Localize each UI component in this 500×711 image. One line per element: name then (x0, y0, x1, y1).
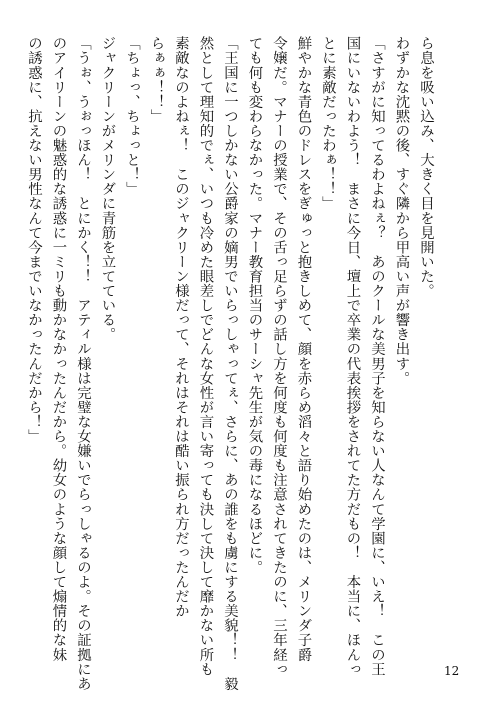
text-line: 「さすがに知ってるわよねぇ？ あのクールな美男子を知らない人なんて学園に、いえ！ この王 (369, 36, 385, 677)
text-line: 鮮やかな青色のドレスをぎゅっと抱きしめて、顔を赤らめ滔々と語り始めたのは、メリンダ子爵 (295, 36, 312, 662)
text-line: らぁぁ！！」 (148, 36, 165, 124)
text-line: 「うぉ、うぉっほん！ とにかく！！ アティル様は完璧な女嫌いでらっしゃるのよ。その証拠にあ (75, 36, 91, 691)
text-line: 「ちょっ、ちょっと！」 (124, 36, 140, 197)
text-line: 「王国に一つしかない公爵家の嫡男でいらっしゃってぇ、さらに、あの誰をも虜にする美貌！！ 毅 (222, 36, 238, 691)
page-number: 12 (444, 664, 460, 678)
text-line: 国にいないわよう！ まさに今日、壇上で卒業の代表挨拶をされてた方だもの！ 本当に、ほんっ (344, 36, 361, 677)
text-line: 令嬢だ。マナーの授業で、その舌っ足らずの話し方を何度も何度も注意されてきたのに、三年経っ (271, 36, 287, 677)
text-line: ジャクリーンがメリンダに青筋を立てている。 (99, 36, 116, 342)
text-line: 素敵なのよねぇ！ このジャクリーン様だって、それはそれは酷い振られ方だったんだか (173, 36, 189, 618)
text-line: ら息を吸い込み、大きく目を見開いた。 (418, 36, 434, 298)
text-line: のアイリーンの魅惑的な誘惑に一ミリも動かなかったんだから。幼女のような顔して煽情的な妹 (50, 36, 67, 662)
text-line: の誘惑に、抗えない男性なんて今までいなかったんだから！」 (26, 36, 42, 444)
text-line: わずかな沈黙の後、すぐ隣から甲高い声が響き出す。 (393, 36, 410, 386)
text-line: とに素敵だったわぁ！！」 (320, 36, 336, 211)
text-line: 然として理知的でぇ、いつも冷めた眼差しでどんな女性が言い寄っても決して決して靡かない所も (197, 36, 214, 677)
vertical-text-body (22, 36, 439, 691)
text-line: ても何も変わらなかった。マナー教育担当のサーシャ先生が気の毒になるほどに。 (246, 36, 263, 575)
